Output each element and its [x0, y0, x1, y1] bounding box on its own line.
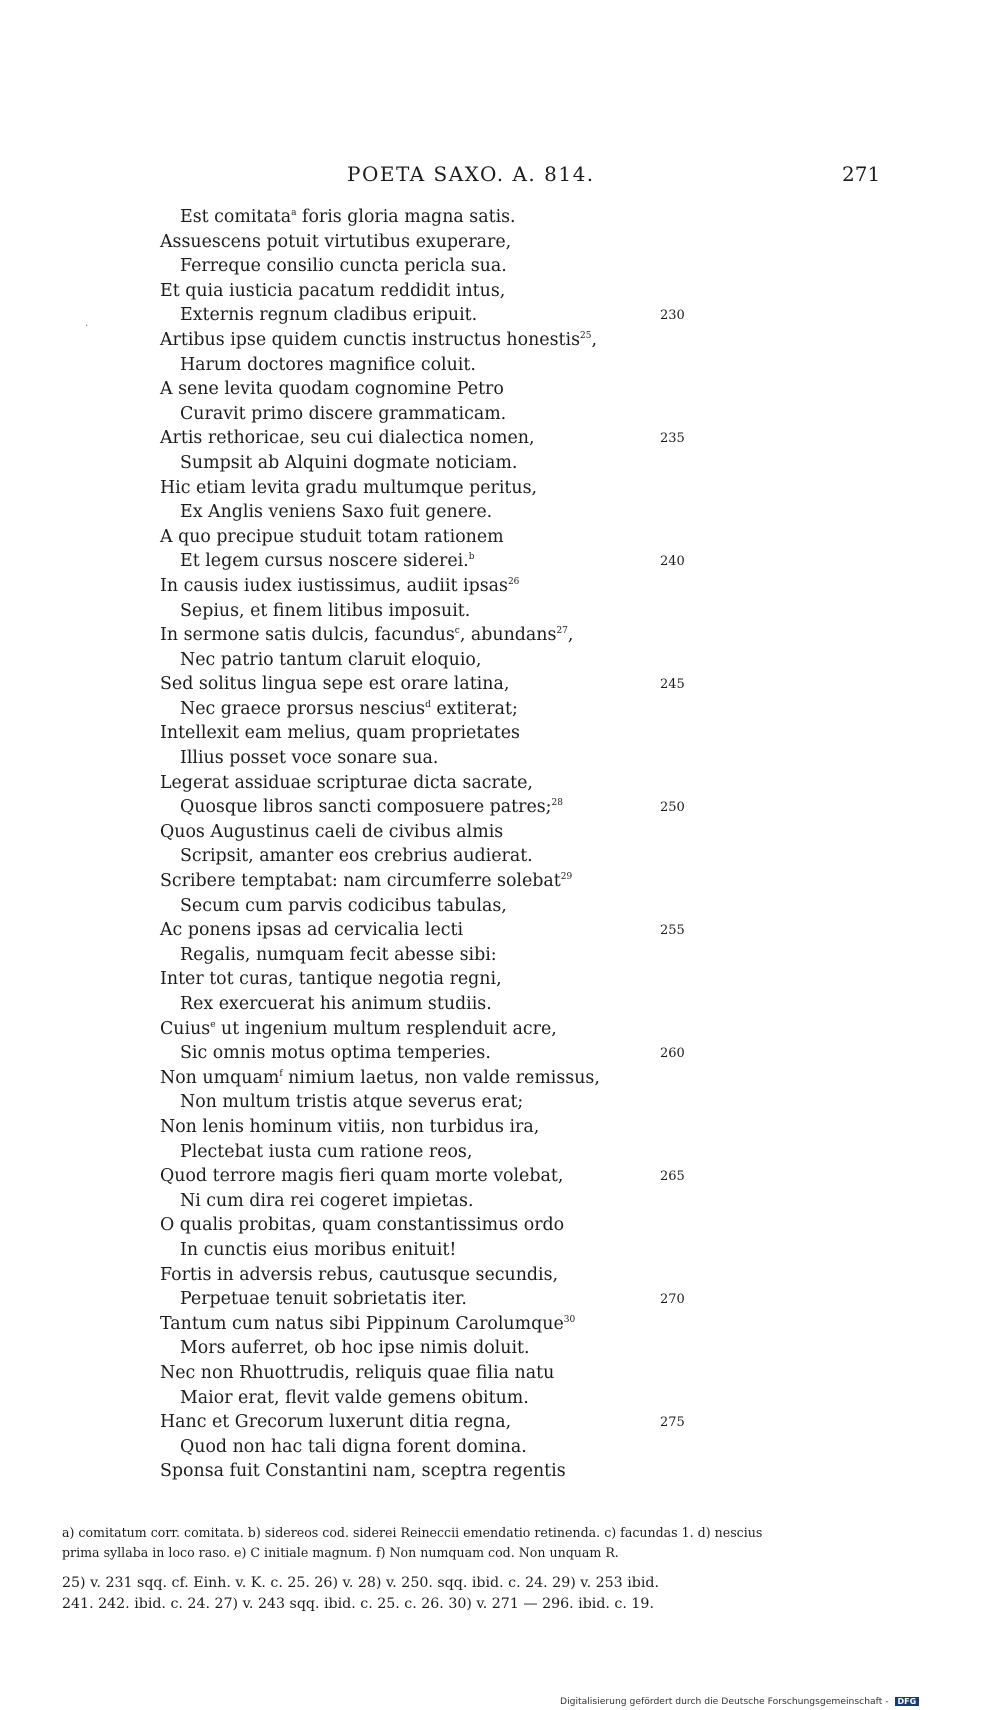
verse-text — [160, 820, 503, 845]
verse-text — [180, 205, 516, 230]
line-number: 230 — [660, 308, 685, 324]
verse-text — [160, 721, 520, 746]
verse-line — [0, 1238, 1000, 1263]
footnote-marker: 29 — [560, 872, 573, 883]
line-number: 245 — [660, 677, 685, 693]
line-number: 270 — [660, 1292, 685, 1308]
verse-text — [160, 623, 573, 648]
verse-words: Rex exercuerat his animum studiis. — [180, 994, 492, 1014]
verse-line — [0, 1140, 1000, 1165]
verse-line — [0, 328, 1000, 353]
page-number: 271 — [842, 162, 881, 186]
verse-line — [0, 771, 1000, 796]
verse-text — [160, 1164, 563, 1189]
verse-words: Legerat assiduae scripturae dicta sacrate, — [160, 772, 533, 793]
verse-text — [160, 426, 534, 451]
variant-notes — [62, 1523, 877, 1563]
verse-text — [180, 303, 477, 328]
poem-text — [0, 205, 1000, 1484]
verse-text — [180, 697, 518, 722]
verse-words: In sermone satis dulcis, facundus — [160, 625, 455, 646]
verse-words: Non multum tristis atque severus erat; — [180, 1092, 524, 1113]
verse-words: Ni cum dira rei cogeret impietas. — [180, 1190, 474, 1211]
verse-words: Illius posset voce sonare sua. — [180, 748, 439, 769]
verse-words: Regalis, numquam fecit abesse sibi: — [180, 944, 497, 965]
verse-words: O qualis probitas, quam constantissimus ordo — [160, 1215, 565, 1236]
verse-text — [160, 1115, 539, 1140]
verse-line — [0, 1312, 1000, 1337]
verse-text — [160, 1459, 566, 1484]
verse-words: In cunctis eius moribus enituit! — [180, 1239, 457, 1260]
verse-text — [160, 771, 533, 796]
verse-line — [0, 1213, 1000, 1238]
verse-words: Ferreque consilio cuncta pericla sua. — [180, 256, 507, 277]
verse-text — [180, 1435, 527, 1460]
line-number: 235 — [660, 431, 685, 447]
source-note-line: 241. 242. ibid. c. 24. 27) v. 243 sqq. ibid. c. 25. c. 26. 30) v. 271 — 296. ibid. c. 19. — [62, 1596, 654, 1612]
verse-words: Ex Anglis veniens Saxo fuit genere. — [180, 502, 493, 523]
footnote-marker: 30 — [563, 1314, 576, 1325]
verse-text — [160, 672, 509, 697]
verse-words: Nec graece prorsus nescius — [180, 698, 426, 719]
verse-line — [0, 1410, 1000, 1435]
verse-line — [0, 303, 1000, 328]
verse-text — [160, 967, 502, 992]
verse-words-cont: , abundans — [459, 625, 557, 646]
verse-words: Perpetuae tenuit sobrietatis iter. — [180, 1289, 467, 1310]
verse-text — [160, 377, 504, 402]
verse-words: Fortis in adversis rebus, cautusque secundis, — [160, 1264, 559, 1285]
footnote-marker: e — [210, 1019, 216, 1030]
digitization-footer — [560, 1696, 919, 1707]
verse-words: Et quia iusticia pacatum reddidit intus, — [160, 280, 506, 301]
verse-words-cont: , — [567, 625, 574, 646]
verse-words: Sumpsit ab Alquini dogmate noticiam. — [180, 452, 518, 473]
verse-text — [160, 918, 463, 943]
source-note-line: 25) v. 231 sqq. cf. Einh. v. K. c. 25. 26) v. 28) v. 250. sqq. ibid. c. 24. 29) v. 253 ibid. — [62, 1575, 659, 1591]
verse-text — [160, 1213, 564, 1238]
verse-text — [180, 1090, 523, 1115]
verse-line — [0, 1287, 1000, 1312]
verse-words: Tantum cum natus sibi Pippinum Carolumque — [160, 1313, 564, 1334]
verse-words-cont: ut ingenium multum resplenduit acre, — [215, 1018, 557, 1039]
verse-line — [0, 205, 1000, 230]
verse-line — [0, 377, 1000, 402]
verse-line — [0, 500, 1000, 525]
verse-line — [0, 599, 1000, 624]
verse-text — [180, 746, 438, 771]
verse-line — [0, 918, 1000, 943]
verse-line — [0, 1459, 1000, 1484]
verse-line — [0, 1041, 1000, 1066]
line-number: 260 — [660, 1046, 685, 1062]
verse-words: Non lenis hominum vitiis, non turbidus ira, — [160, 1116, 540, 1137]
verse-line — [0, 230, 1000, 255]
verse-words: Sic omnis motus optima temperies. — [180, 1043, 491, 1064]
footnote-marker: d — [425, 700, 431, 711]
verse-line — [0, 1263, 1000, 1288]
verse-line — [0, 1090, 1000, 1115]
footnote-marker: 26 — [507, 577, 520, 588]
verse-text — [160, 1312, 575, 1337]
verse-line — [0, 1386, 1000, 1411]
verse-text — [180, 599, 470, 624]
verse-words-cont: extiterat; — [430, 698, 518, 719]
verse-text — [160, 574, 519, 599]
verse-text — [180, 549, 474, 574]
verse-line — [0, 426, 1000, 451]
line-number: 240 — [660, 554, 685, 570]
verse-line — [0, 476, 1000, 501]
verse-text — [160, 230, 511, 255]
footnote-marker: f — [279, 1068, 283, 1079]
verse-words: Hic etiam levita gradu multumque peritus, — [160, 477, 538, 498]
verse-text — [160, 328, 597, 353]
verse-line — [0, 746, 1000, 771]
verse-words: Nec patrio tantum claruit eloquio, — [180, 649, 482, 670]
verse-line — [0, 1336, 1000, 1361]
verse-text — [180, 1386, 529, 1411]
verse-words: A quo precipue studuit totam rationem — [160, 526, 504, 547]
verse-words: Quosque libros sancti composuere patres; — [180, 797, 552, 818]
verse-words: Sponsa fuit Constantini nam, sceptra regentis — [160, 1461, 566, 1482]
verse-text — [180, 1140, 472, 1165]
verse-words: Artis rethoricae, seu cui dialectica nomen, — [160, 428, 535, 449]
verse-text — [180, 402, 506, 427]
verse-text — [180, 1041, 491, 1066]
footnote-marker: a — [291, 208, 297, 219]
verse-words: Quos Augustinus caeli de civibus almis — [160, 821, 504, 842]
verse-words: Curavit primo discere grammaticam. — [180, 403, 507, 424]
verse-words: Hanc et Grecorum luxerunt ditia regna, — [160, 1412, 512, 1433]
verse-words: Quod non hac tali digna forent domina. — [180, 1436, 527, 1457]
verse-text — [180, 451, 517, 476]
verse-words: Externis regnum cladibus eripuit. — [180, 305, 478, 326]
verse-text — [180, 648, 481, 673]
verse-words: Quod terrore magis fieri quam morte volebat, — [160, 1166, 564, 1187]
verse-words: Sepius, et finem litibus imposuit. — [180, 600, 471, 621]
verse-line — [0, 353, 1000, 378]
verse-words-cont: nimium laetus, non valde remissus, — [282, 1067, 600, 1088]
line-number: 255 — [660, 923, 685, 939]
verse-words: Ac ponens ipsas ad cervicalia lecti — [160, 920, 464, 941]
verse-text — [180, 844, 533, 869]
verse-text — [180, 1287, 467, 1312]
footer-text: Digitalisierung gefördert durch die Deutsche Forschungsgemeinschaft - — [560, 1696, 889, 1707]
verse-words: Scripsit, amanter eos crebrius audierat. — [180, 846, 533, 867]
verse-words-cont: , — [591, 329, 597, 350]
verse-words: Et legem cursus noscere siderei. — [180, 551, 469, 572]
verse-text — [180, 254, 507, 279]
verse-words: Cuius — [160, 1018, 211, 1039]
verse-text — [160, 1066, 600, 1091]
verse-line — [0, 254, 1000, 279]
verse-words: Artibus ipse quidem cunctis instructus honestis — [160, 329, 580, 350]
footnote-marker: b — [468, 552, 475, 563]
verse-words: Est comitata — [180, 207, 292, 227]
verse-line — [0, 943, 1000, 968]
verse-line — [0, 721, 1000, 746]
line-number: 275 — [660, 1415, 685, 1431]
verse-line — [0, 1017, 1000, 1042]
verse-words: A sene levita quodam cognomine Petro — [160, 379, 504, 400]
footnote-marker: c — [454, 626, 460, 637]
verse-words: Scribere temptabat: nam circumferre solebat — [160, 871, 561, 892]
verse-text — [160, 1263, 558, 1288]
verse-text — [180, 795, 563, 820]
verse-line — [0, 549, 1000, 574]
verse-line — [0, 525, 1000, 550]
verse-line — [0, 1361, 1000, 1386]
verse-line — [0, 1189, 1000, 1214]
footnote-marker: 27 — [556, 626, 568, 637]
verse-text — [160, 476, 537, 501]
source-notes — [62, 1573, 892, 1615]
page-header — [0, 162, 1000, 192]
verse-text — [180, 1238, 456, 1263]
verse-line — [0, 795, 1000, 820]
verse-words: Sed solitus lingua sepe est orare latina, — [160, 674, 510, 695]
verse-words: Non umquam — [160, 1067, 280, 1088]
verse-line — [0, 1435, 1000, 1460]
margin-mark: · — [85, 321, 89, 332]
verse-words: Intellexit eam melius, quam proprietates — [160, 723, 520, 744]
verse-line — [0, 967, 1000, 992]
verse-text — [180, 1336, 530, 1361]
verse-line — [0, 992, 1000, 1017]
verse-line — [0, 869, 1000, 894]
verse-text — [160, 1361, 554, 1386]
verse-line — [0, 1115, 1000, 1140]
verse-words: In causis iudex iustissimus, audiit ipsas — [160, 575, 508, 596]
verse-words: Secum cum parvis codicibus tabulas, — [180, 895, 507, 916]
verse-words: Assuescens potuit virtutibus exuperare, — [160, 231, 512, 252]
verse-text — [180, 353, 476, 378]
verse-words: Plectebat iusta cum ratione reos, — [180, 1141, 473, 1162]
footnote-marker: 28 — [551, 798, 563, 809]
verse-line — [0, 844, 1000, 869]
verse-text — [160, 1410, 511, 1435]
line-number: 265 — [660, 1169, 685, 1185]
verse-text — [180, 992, 492, 1017]
verse-words: Mors auferret, ob hoc ipse nimis doluit. — [180, 1338, 530, 1359]
verse-text — [180, 500, 492, 525]
verse-words-cont: foris gloria magna satis. — [296, 207, 516, 227]
running-head: POETA SAXO. A. 814. — [347, 162, 595, 186]
verse-line — [0, 574, 1000, 599]
dfg-logo[interactable]: DFG — [895, 1697, 920, 1706]
verse-text — [160, 279, 505, 304]
verse-words: Inter tot curas, tantique negotia regni, — [160, 969, 502, 990]
verse-line — [0, 623, 1000, 648]
verse-words: Maior erat, flevit valde gemens obitum. — [180, 1387, 529, 1408]
verse-text — [160, 869, 572, 894]
variant-note-line: a) comitatum corr. comitata. b) sidereos cod. siderei Reineccii emendatio retinenda. c) facundas 1. d) nescius — [62, 1525, 763, 1540]
footnote-marker: 25 — [580, 331, 592, 342]
verse-words: Harum doctores magnifice coluit. — [180, 354, 476, 375]
verse-line — [0, 894, 1000, 919]
verse-line — [0, 1164, 1000, 1189]
verse-line — [0, 402, 1000, 427]
verse-words: Nec non Rhuottrudis, reliquis quae filia natu — [160, 1362, 555, 1383]
verse-line — [0, 279, 1000, 304]
verse-line — [0, 697, 1000, 722]
verse-line — [0, 1066, 1000, 1091]
variant-note-line: prima syllaba in loco raso. e) C initiale magnum. f) Non numquam cod. Non unquam R. — [62, 1545, 619, 1560]
verse-text — [160, 525, 504, 550]
verse-text — [180, 894, 507, 919]
verse-text — [160, 1017, 557, 1042]
verse-line — [0, 820, 1000, 845]
verse-line — [0, 648, 1000, 673]
verse-line — [0, 451, 1000, 476]
verse-line — [0, 672, 1000, 697]
verse-text — [180, 1189, 473, 1214]
line-number: 250 — [660, 800, 685, 816]
verse-text — [180, 943, 497, 968]
